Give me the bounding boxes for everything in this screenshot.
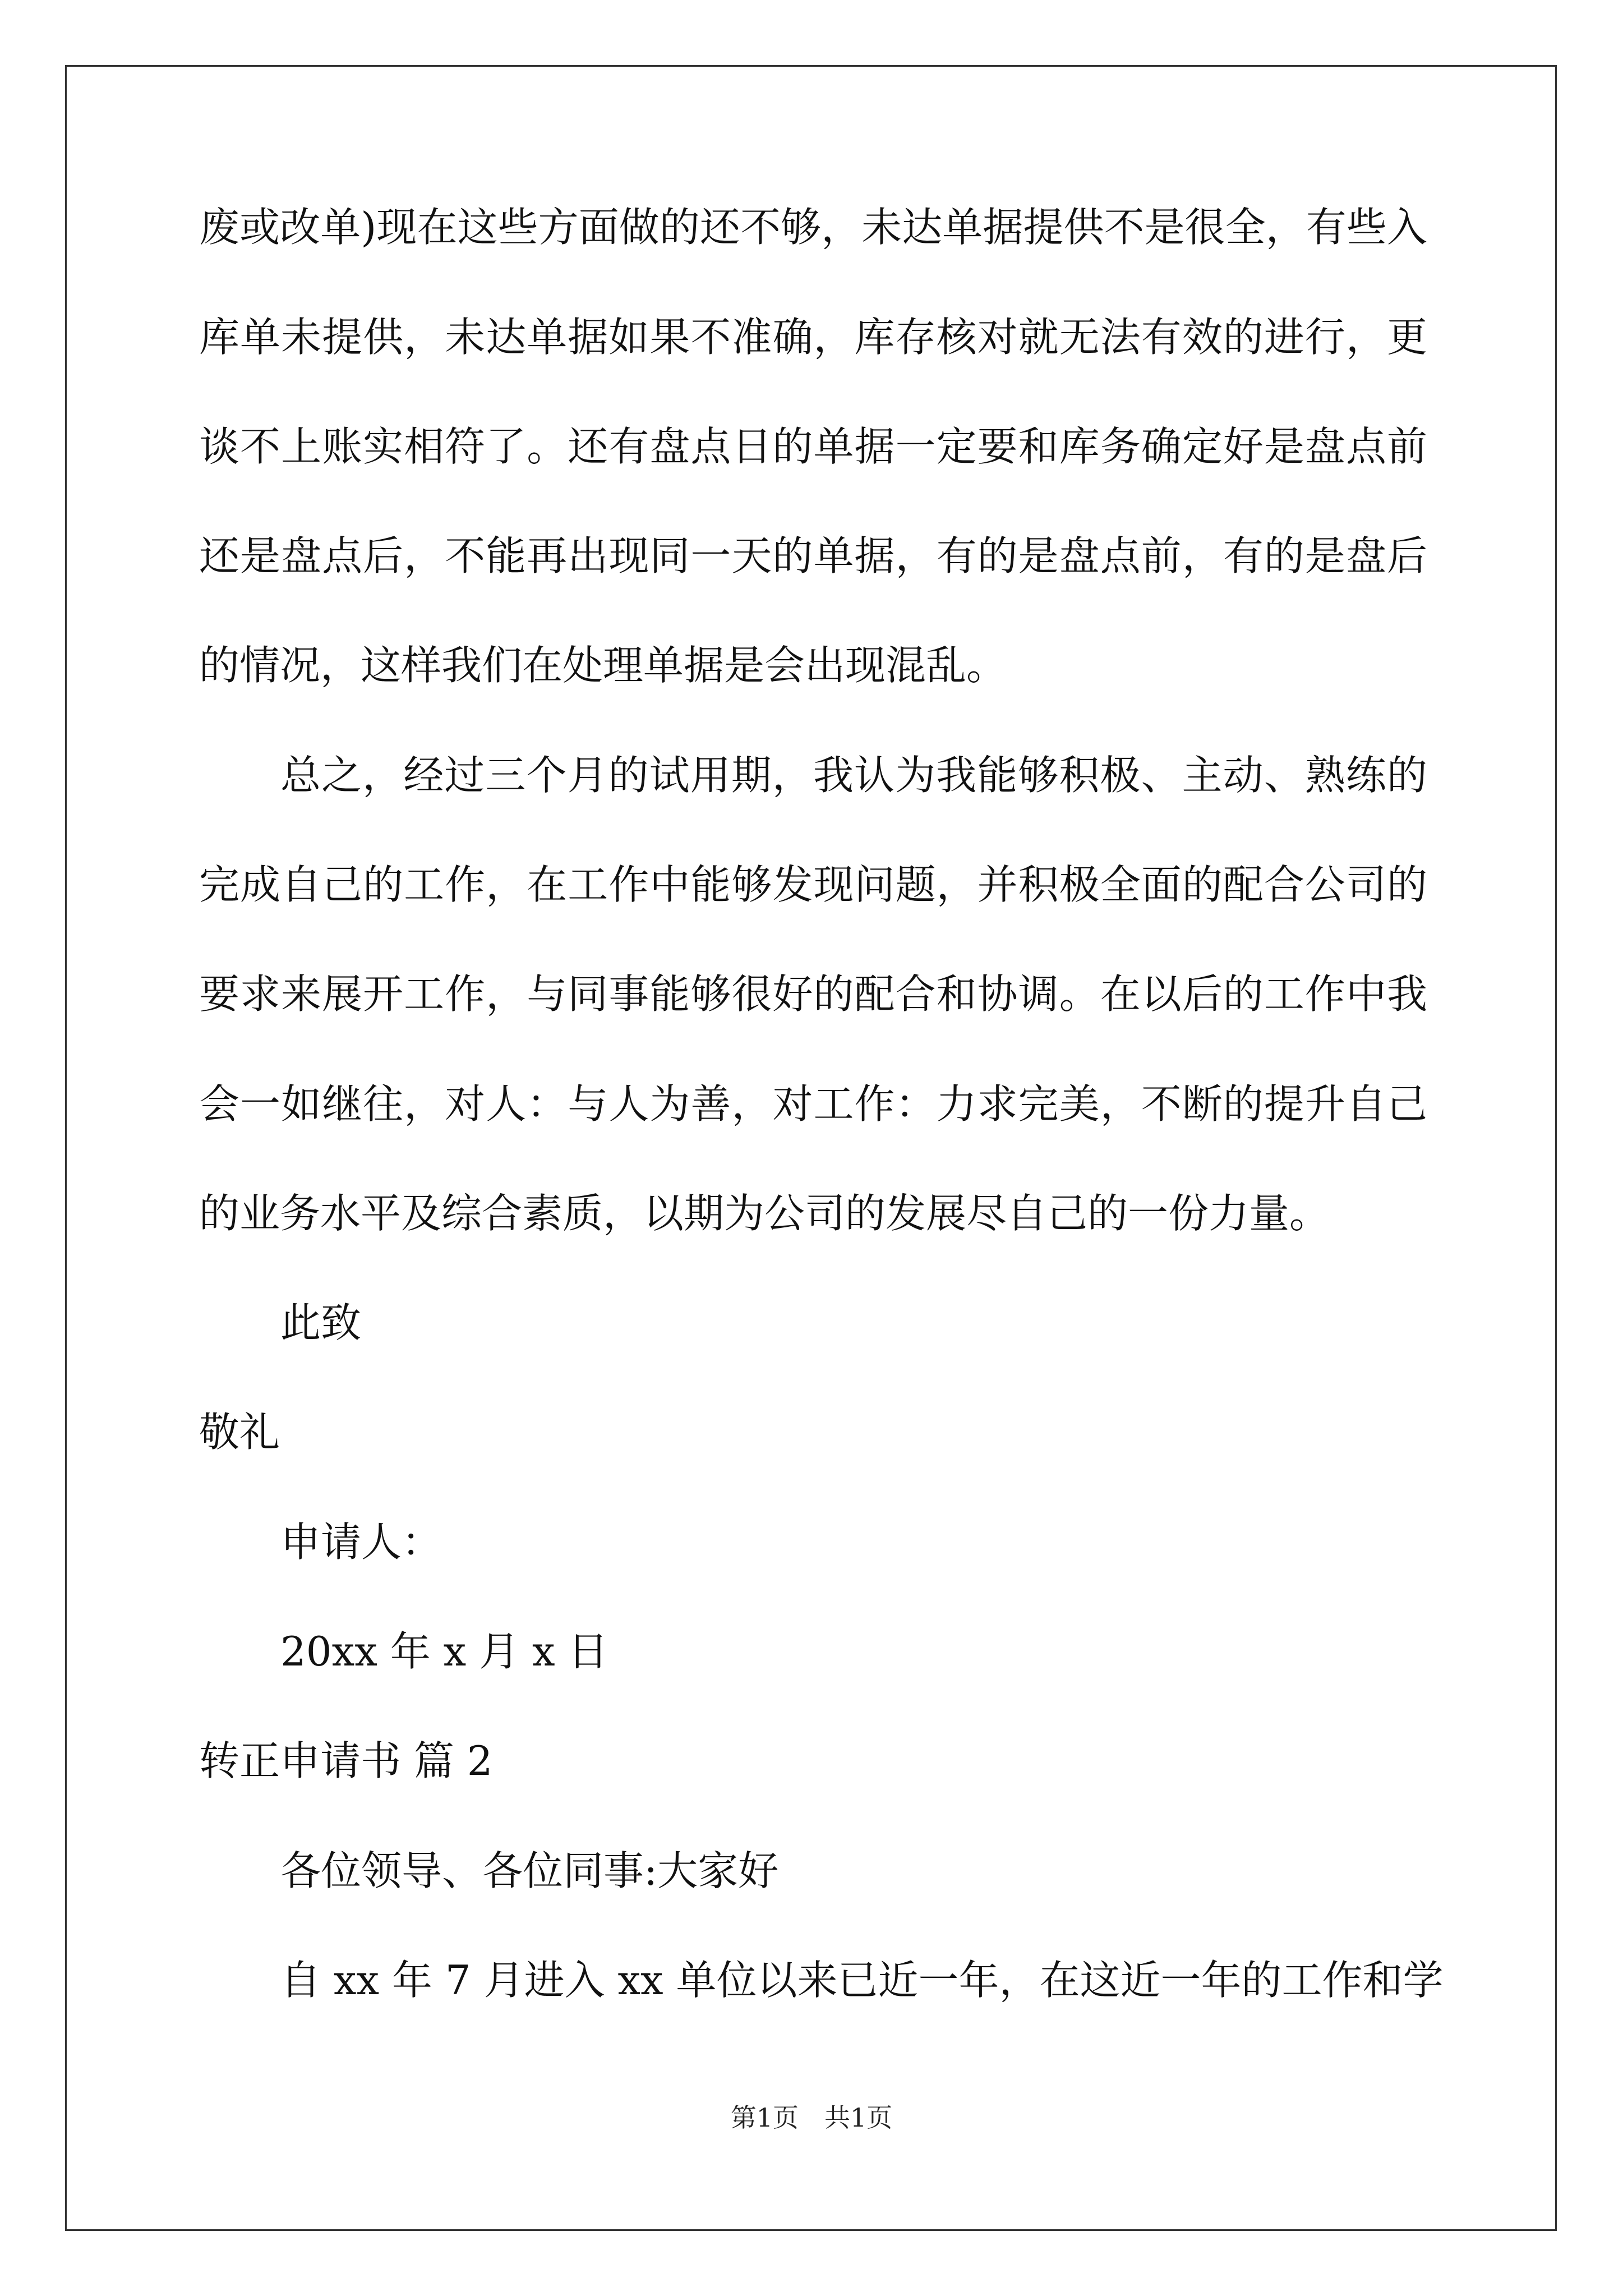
paragraph-line: 废或改单)现在这些方面做的还不够，未达单据提供不是很全，有些入: [199, 204, 1427, 251]
paragraph-line: 的情况，这样我们在处理单据是会出现混乱。: [199, 642, 1007, 689]
paragraph-line: 谈不上账实相符了。还有盘点日的单据一定要和库务确定好是盘点前: [199, 423, 1427, 470]
paragraph-line: 库单未提供，未达单据如果不准确，库存核对就无法有效的进行，更: [199, 314, 1427, 361]
paragraph-line: 要求来展开工作，与同事能够很好的配合和协调。在以后的工作中我: [199, 970, 1427, 1018]
paragraph-line: 自 xx 年 7 月进入 xx 单位以来已近一年，在这近一年的工作和学: [280, 1957, 1444, 2004]
closing-respect: 敬礼: [199, 1409, 280, 1456]
date-line: 20xx 年 x 月 x 日: [280, 1628, 608, 1675]
greeting-line: 各位领导、各位同事:大家好: [280, 1847, 779, 1894]
page-footer: 第1页 共1页: [730, 2102, 893, 2133]
paragraph-line: 总之，经过三个月的试用期，我认为我能够积极、主动、熟练的: [280, 752, 1427, 799]
page-border: [65, 65, 1557, 2231]
paragraph-line: 的业务水平及综合素质，以期为公司的发展尽自己的一份力量。: [199, 1190, 1330, 1237]
section-heading: 转正申请书 篇 2: [199, 1737, 493, 1784]
closing-salutation: 此致: [280, 1299, 362, 1346]
paragraph-line: 还是盘点后，不能再出现同一天的单据，有的是盘点前，有的是盘后: [199, 532, 1427, 579]
paragraph-line: 完成自己的工作，在工作中能够发现问题，并积极全面的配合公司的: [199, 861, 1427, 908]
paragraph-line: 会一如继往，对人：与人为善，对工作：力求完美，不断的提升自己: [199, 1080, 1427, 1128]
applicant-label: 申请人：: [280, 1519, 442, 1566]
